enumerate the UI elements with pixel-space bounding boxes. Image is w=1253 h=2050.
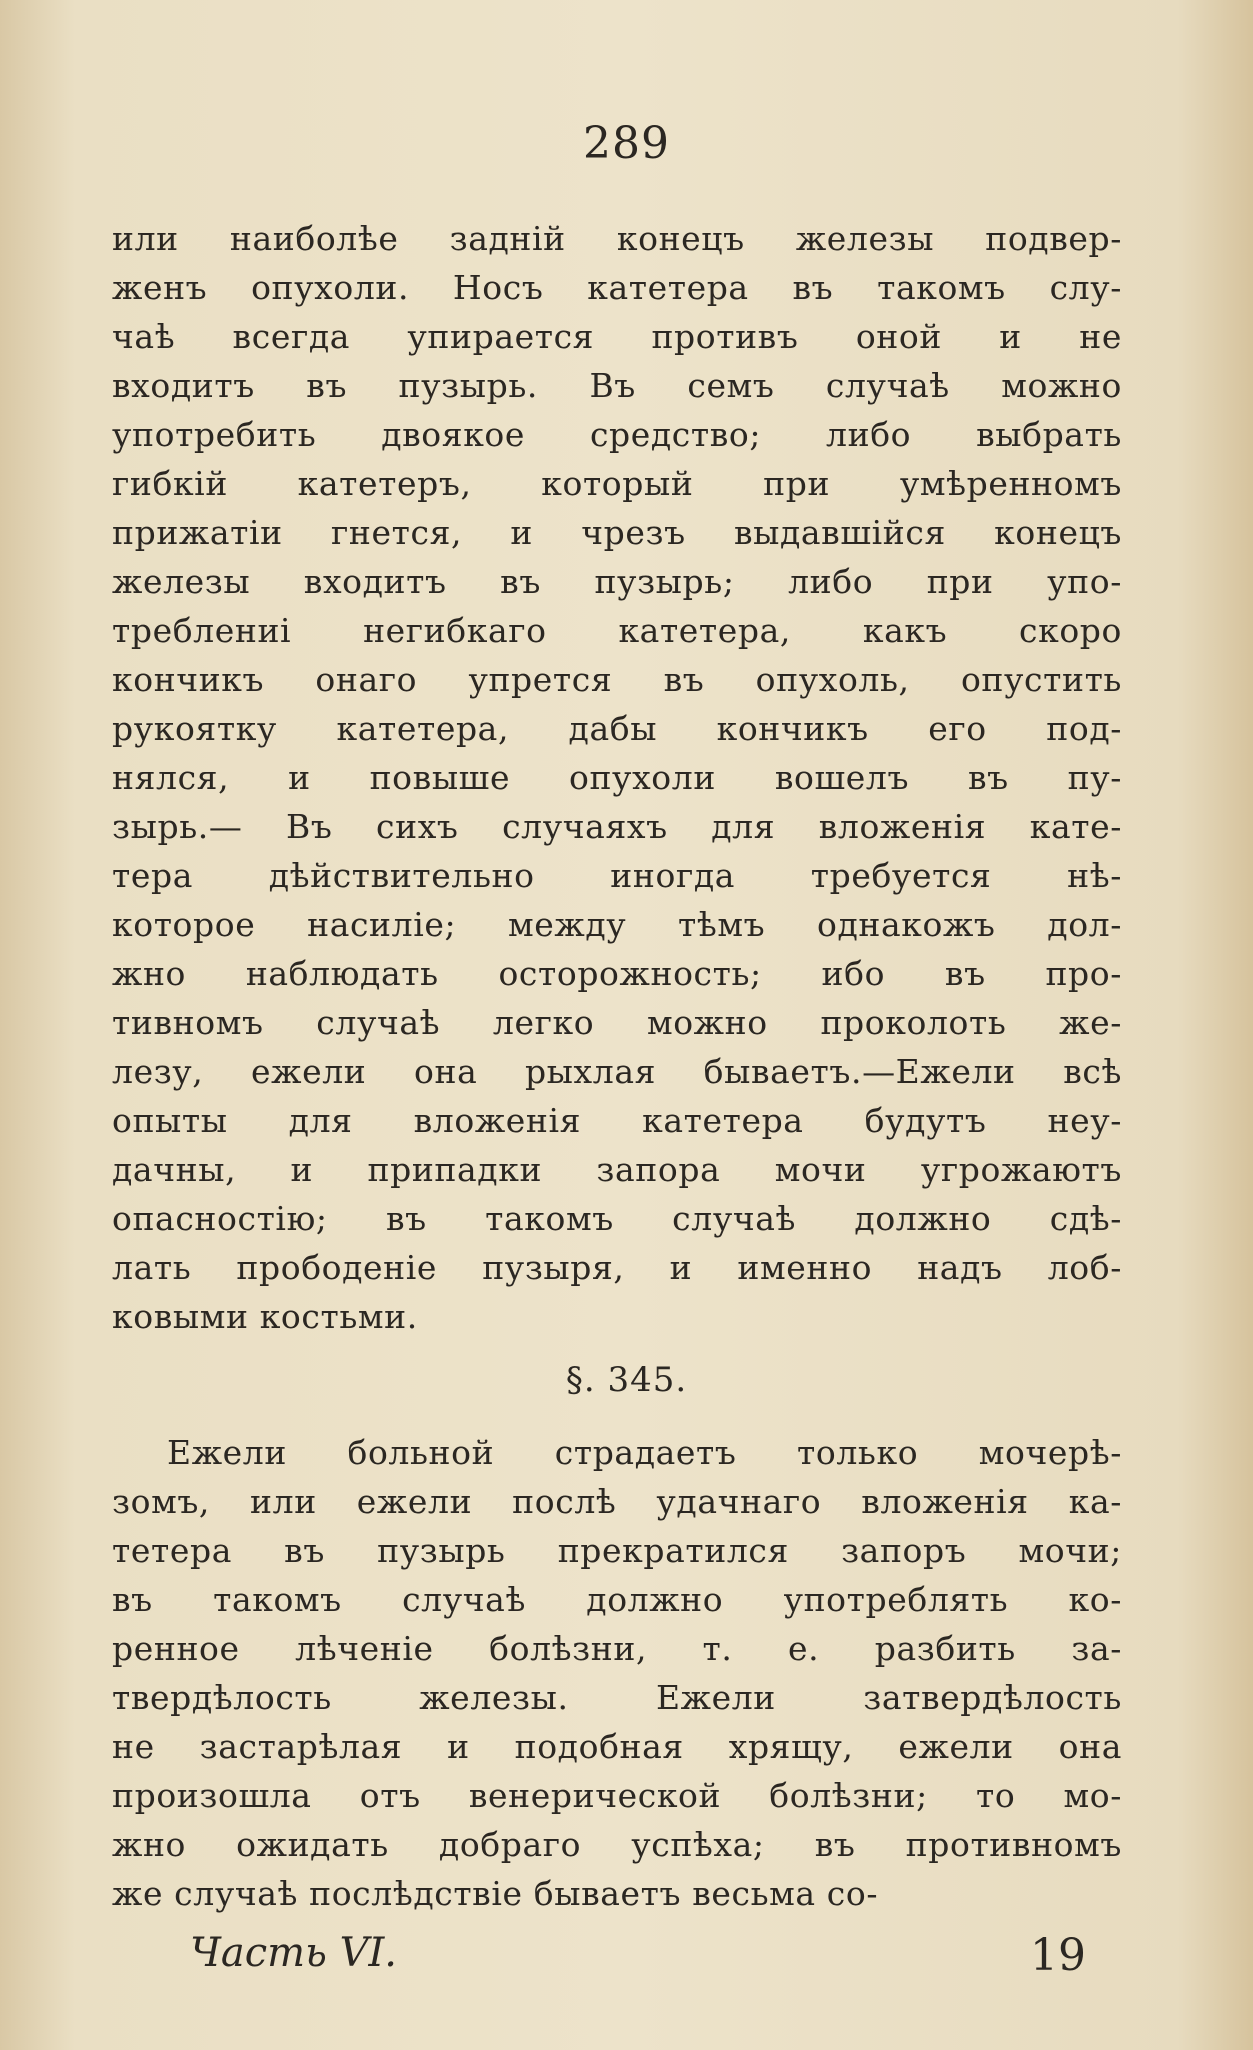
text-line: Ежели больной страдаетъ только мочерѣ- (167, 1433, 1122, 1472)
text-line: дачны, и припадки запора мочи угрожаютъ (112, 1150, 1122, 1189)
text-line: въ такомъ случаѣ должно употреблять ко- (112, 1580, 1122, 1619)
text-line: тера дѣйствительно иногда требуется нѣ- (112, 856, 1122, 895)
text-line: опыты для вложенiя катетера будутъ неу- (112, 1101, 1122, 1140)
text-line: входитъ въ пузырь. Въ семъ случаѣ можно (112, 366, 1122, 405)
text-line: треблениi негибкаго катетера, какъ скоро (112, 611, 1122, 650)
text-line: лать прободенiе пузыря, и именно надъ лоб- (112, 1248, 1122, 1287)
text-line: или наиболѣе заднiй конецъ железы подвер- (112, 219, 1122, 258)
text-line: кончикъ онаго упрется въ опухоль, опустить (112, 660, 1122, 699)
sheet-number: 19 (1030, 1930, 1086, 1981)
text-line: лезу, ежели она рыхлая бываетъ.—Ежели всѣ (112, 1052, 1122, 1091)
paragraph-section-345 (112, 1428, 1122, 1918)
text-line: зырь.— Въ сихъ случаяхъ для вложенiя кате- (112, 807, 1122, 846)
text-line: жно ожидать добраго успѣха; въ противномъ (112, 1825, 1122, 1864)
text-line: прижатiи гнется, и чрезъ выдавшiйся конецъ (112, 513, 1122, 552)
text-line: употребить двоякое средство; либо выбрать (112, 415, 1122, 454)
text-line: чаѣ всегда упирается противъ оной и не (112, 317, 1122, 356)
text-line: рукоятку катетера, дабы кончикъ его под- (112, 709, 1122, 748)
text-line: гибкiй катетеръ, который при умѣренномъ (112, 464, 1122, 503)
text-line: произошла отъ венерической болѣзни; то мо- (112, 1776, 1122, 1815)
section-heading: §. 345. (565, 1360, 688, 1400)
text-line: не застарѣлая и подобная хрящу, ежели она (112, 1727, 1122, 1766)
text-line: женъ опухоли. Носъ катетера въ такомъ слу- (112, 268, 1122, 307)
text-line: зомъ, или ежели послѣ удачнаго вложенiя ка- (112, 1482, 1122, 1521)
text-line: нялся, и повыше опухоли вошелъ въ пу- (112, 758, 1122, 797)
text-line: опасностiю; въ такомъ случаѣ должно сдѣ- (112, 1199, 1122, 1238)
text-line: тетера въ пузырь прекратился запоръ мочи; (112, 1531, 1122, 1570)
text-line: которое насилiе; между тѣмъ однакожъ дол- (112, 905, 1122, 944)
text-line: ренное лѣченiе болѣзни, т. е. разбить за- (112, 1629, 1122, 1668)
text-line: твердѣлость железы. Ежели затвердѣлость (112, 1678, 1122, 1717)
paragraph-continued (112, 214, 1122, 1341)
text-line: железы входитъ въ пузырь; либо при упо- (112, 562, 1122, 601)
text-line: же случаѣ послѣдствiе бываетъ весьма со- (112, 1874, 879, 1913)
page-number: 289 (583, 118, 670, 169)
text-line: тивномъ случаѣ легко можно проколоть же- (112, 1003, 1122, 1042)
text-line: жно наблюдать осторожность; ибо въ про- (112, 954, 1122, 993)
volume-signature: Часть VI. (190, 1930, 397, 1976)
text-line: ковыми костьми. (112, 1297, 418, 1336)
